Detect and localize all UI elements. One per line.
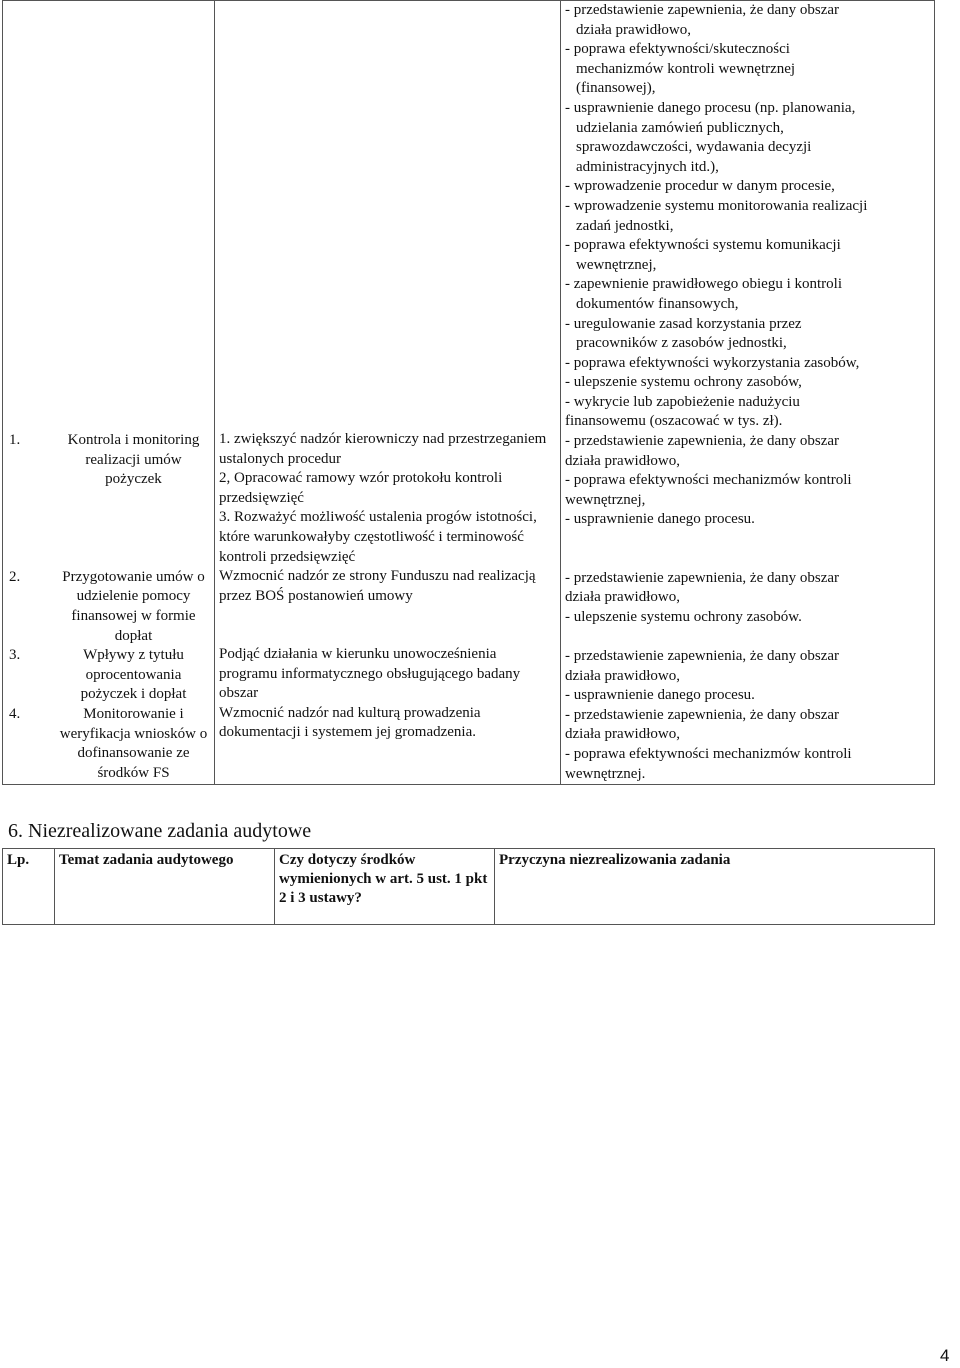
recommendation-text: 3. Rozważyć możliwość ustalenia progów istotności, które warunkowałyby częstotliwość i terminowość kontroli przedsięwzięć: [219, 509, 537, 565]
item-text: Przygotowanie umów o udzielenie pomocy finansowej w formie dopłat: [62, 568, 205, 644]
table-row: [3, 1, 935, 785]
column-header-reason: Przyczyna niezrealizowania zadania: [495, 849, 935, 925]
effects-list-item-4: - przedstawienie zapewnienia, że dany obszar działa prawidłowo, - poprawa efektywności mechanizmów kontroli wewnętrznej.: [565, 706, 852, 782]
recommendation-text: 1. zwiększyć nadzór kierowniczy nad przestrzeganiem ustalonych procedur: [219, 431, 547, 467]
section-heading: 6. Niezrealizowane zadania audytowe: [8, 820, 312, 842]
item-number: 2.: [9, 568, 21, 585]
effects-list-item-3: - przedstawienie zapewnienia, że dany obszar działa prawidłowo, - usprawnienie danego procesu.: [565, 648, 840, 704]
item-number: 4.: [9, 705, 21, 722]
effects-list-general: - przedstawienie zapewnienia, że dany obszar działa prawidłowo, - poprawa efektywności/skuteczności mechanizmów kontroli wewnętrznej (finansowej), - usprawnienie danego procesu (np. planowania, udzielania zamówień publicznych, sprawozdawczości, wydawania decyzji administracyjnych itd.), - wprowadzenie procedur w danym procesie, - wprowadzenie systemu monitorowania realizacji zadań jednostki, - poprawa efektywności systemu komunikacji wewnętrznej, - zapewnienie prawidłowego obiegu i kontroli dokumentów finansowych, - uregulowanie zasad korzystania przez pracowników z zasobów jednostki, - poprawa efektywności wykorzystania zasobów, - ulepszenie systemu ochrony zasobów, - wykrycie lub zapobieżenie nadużyciu finansowemu (oszacować w tys. zł).: [565, 2, 868, 430]
list-item: [3, 705, 214, 783]
recommendation-text: Wzmocnić nadzór ze strony Funduszu nad realizacją przez BOŚ postanowień umowy: [219, 568, 536, 604]
list-item: [3, 646, 214, 705]
recommendation-text: 2, Opracować ramowy wzór protokołu kontroli przedsięwzięć: [219, 470, 503, 506]
effects-list-item-1: - przedstawienie zapewnienia, że dany obszar działa prawidłowo, - poprawa efektywności mechanizmów kontroli wewnętrznej, - usprawnienie danego procesu.: [565, 433, 852, 528]
recommendations-cell: [215, 1, 561, 785]
list-item: [3, 568, 214, 646]
item-number: 1.: [9, 432, 21, 448]
item-text: Monitorowanie i weryfikacja wniosków o dofinansowanie ze środków FS: [59, 705, 208, 781]
audit-results-table: [2, 0, 935, 785]
column-header-funds: Czy dotyczy środków wymienionych w art. 5 ust. 1 pkt 2 i 3 ustawy?: [275, 849, 495, 925]
recommendation-text: Podjąć działania w kierunku unowocześnienia programu informatycznego obsługującego badany obszar: [219, 645, 521, 702]
recommendation-text: Wzmocnić nadzór nad kulturą prowadzenia dokumentacji i systemem jej gromadzenia.: [219, 704, 481, 741]
unrealized-tasks-table: [2, 848, 935, 925]
audit-areas-cell: [3, 1, 215, 785]
column-header-topic: Temat zadania audytowego: [55, 849, 275, 925]
table-header-row: [3, 849, 935, 925]
effects-list-item-2: - przedstawienie zapewnienia, że dany obszar działa prawidłowo, - ulepszenie systemu ochrony zasobów.: [565, 569, 840, 625]
item-text: Kontrola i monitoring realizacji umów pożyczek: [67, 432, 200, 488]
effects-cell: [561, 1, 935, 785]
column-header-lp: Lp.: [3, 849, 55, 925]
item-number: 3.: [9, 647, 21, 664]
list-item: [3, 431, 214, 490]
item-text: Wpływy z tytułu oprocentowania pożyczek i dopłat: [80, 647, 187, 703]
page-number: 4: [940, 1346, 950, 1365]
